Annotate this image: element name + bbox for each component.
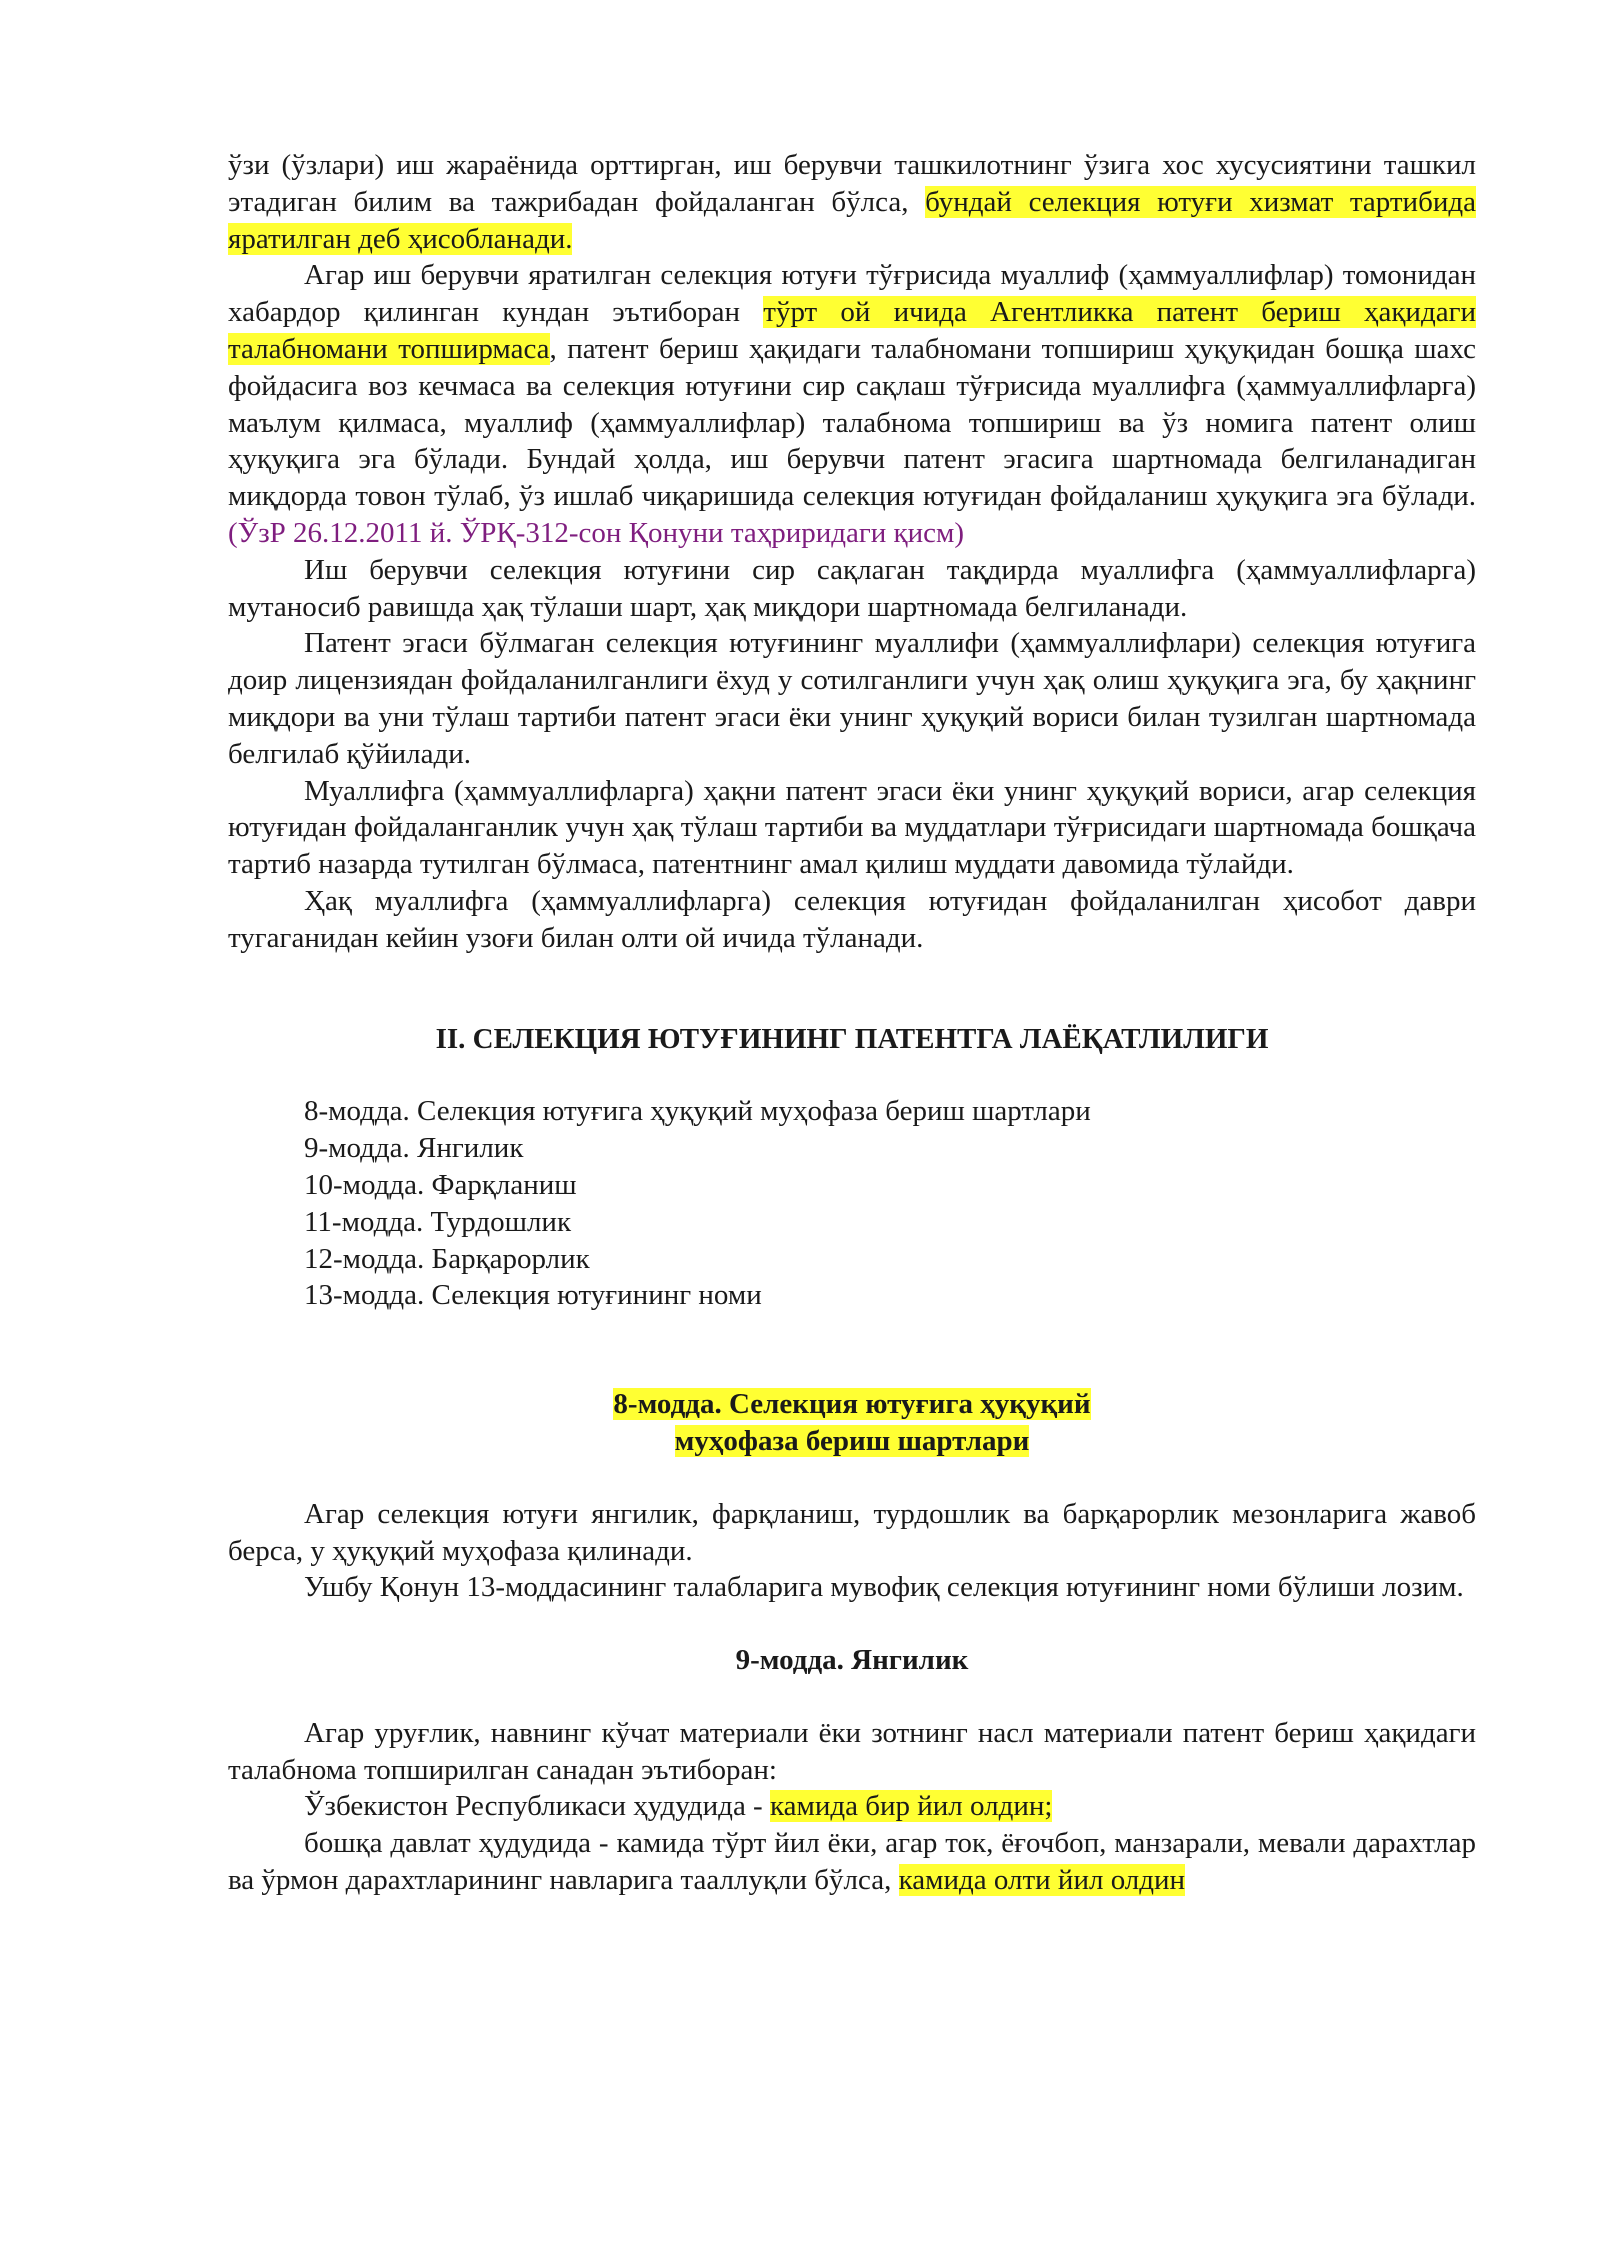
article-list [228, 1093, 1476, 1314]
article-list-item: 9-модда. Янгилик [304, 1132, 524, 1165]
article-list-item: 11-модда. Турдошлик [304, 1205, 572, 1238]
article-list-item: 13-модда. Селекция ютуғининг номи [304, 1279, 762, 1312]
paragraph-5: Муаллифга (ҳаммуаллифларга) ҳақни патент эгаси ёки унинг ҳуқуқий вориси, агар селекция ютуғидан фойдаланганлик учун ҳақ тўлаш тартиби ва муддатлари тўғрисидаги шартномада бошқача тартиб назарда тутилган бўлмаса, патентнинг амал қилиш муддати давомида тўлайди. [228, 774, 1476, 881]
article-list-item: 8-модда. Селекция ютуғига ҳуқуқий муҳофаза бериш шартлари [304, 1095, 1091, 1128]
section-title: II. СЕЛЕКЦИЯ ЮТУҒИНИНГ ПАТЕНТГА ЛАЁҚАТЛИЛИГИ [435, 1022, 1269, 1055]
article-8-paragraph-2: Ушбу Қонун 13-моддасининг талабларига мувофиқ селекция ютуғининг номи бўлиши лозим. [304, 1571, 1464, 1604]
spacer [228, 1606, 1476, 1642]
paragraph-1-highlight: бундай селекция ютуғи хизмат тартибида яратилган деб ҳисобланади. [228, 185, 1476, 255]
article-8-title [228, 1386, 1476, 1460]
article-9-paragraph-3-text: бошқа давлат ҳудудида - камида тўрт йил ёки, агар ток, ёғочбоп, манзарали, мевали дарахтлар ва ўрмон дарахтларининг навларига тааллуқли бўлса, [228, 1827, 1476, 1897]
article-9-paragraph-3-highlight: камида олти йил олдин [898, 1864, 1186, 1897]
spacer [228, 957, 1476, 1021]
article-9-paragraph-1: Агар уруғлик, навнинг кўчат материали ёки зотнинг насл материали патент бериш ҳақидаги талабнома топширилган санадан эътиборан: [228, 1716, 1476, 1786]
spacer [228, 1057, 1476, 1093]
article-8-title-line-1: 8-модда. Селекция ютуғига ҳуқуқий [613, 1388, 1091, 1421]
document-body [228, 147, 1476, 1899]
paragraph-6: Ҳақ муаллифга (ҳаммуаллифларга) селекция ютуғидан фойдаланилган ҳисобот даври тугаганидан кейин узоғи билан олти ой ичида тўланади. [228, 884, 1476, 954]
paragraph-3: Иш берувчи селекция ютуғини сир сақлаган тақдирда муаллифга (ҳаммуаллифларга) мутаносиб равишда ҳақ тўлаши шарт, ҳақ миқдори шартномада белгиланади. [228, 553, 1476, 623]
article-list-item: 12-модда. Барқарорлик [304, 1242, 590, 1275]
article-8-paragraph-1: Агар селекция ютуғи янгилик, фарқланиш, турдошлик ва барқарорлик мезонларига жавоб берса, у ҳуқуқий муҳофаза қилинади. [228, 1497, 1476, 1567]
article-8-title-line-2: муҳофаза бериш шартлари [674, 1424, 1030, 1457]
spacer [228, 1314, 1476, 1386]
paragraph-2-highlight: тўрт ой ичида Агентликка патент бериш ҳақидаги талабномани топширмаса [228, 296, 1476, 365]
paragraph-4: Патент эгаси бўлмаган селекция ютуғининг муаллифи (ҳаммуаллифлари) селекция ютуғига доир лицензиядан фойдаланилганлиги ёхуд у сотилганлиги учун ҳақ олиш ҳуқуқига эга, бу ҳақнинг миқдори ва уни тўлаш тартиби патент эгаси ёки унинг ҳуқуқий вориси билан тузилган шартномада белгилаб қўйилади. [228, 627, 1476, 770]
article-9-title: 9-модда. Янгилик [735, 1644, 969, 1677]
spacer [228, 1679, 1476, 1715]
article-9-paragraph-2 [228, 1788, 1476, 1825]
paragraph-1 [228, 147, 1476, 257]
paragraph-2-text-b: , патент бериш ҳақидаги талабномани топшириш ҳуқуқидан бошқа шахс фойдасига воз кечмаса ва селекция ютуғини сир сақлаш тўғрисида муаллифга (ҳаммуаллифларга) маълум қилмаса, муаллиф (ҳаммуаллифлар) талабнома топшириш ва ўз номига патент олиш ҳуқуқига эга бўлади. Бундай ҳолда, иш берувчи патент эгасига шартномада белгиланадиган миқдорда товон тўлаб, ўз ишлаб чиқаришида селекция ютуғидан фойдаланиш ҳуқуқига эга бўлади. [228, 332, 1476, 513]
article-list-item: 10-модда. Фарқланиш [304, 1168, 577, 1201]
amendment-reference: (ЎзР 26.12.2011 й. ЎРҚ-312-сон Қонуни таҳриридаги қисм) [228, 516, 965, 549]
article-9-paragraph-3 [228, 1825, 1476, 1899]
article-9-paragraph-2-highlight: камида бир йил олдин; [769, 1790, 1053, 1823]
article-9-paragraph-2-text: Ўзбекистон Республикаси ҳудудида - [304, 1790, 770, 1823]
paragraph-2-text-a: Агар иш берувчи яратилган селекция ютуғи тўғрисида муаллиф (ҳаммуаллифлар) томонидан хабардор қилинган кундан эътиборан [228, 259, 1476, 329]
paragraph-2 [228, 257, 1476, 551]
spacer [228, 1460, 1476, 1496]
paragraph-1-text: ўзи (ўзлари) иш жараёнида орттирган, иш берувчи ташкилотнинг ўзига хос хусусиятини ташкил этадиган билим ва тажрибадан фойдаланган бўлса, [228, 149, 1476, 218]
